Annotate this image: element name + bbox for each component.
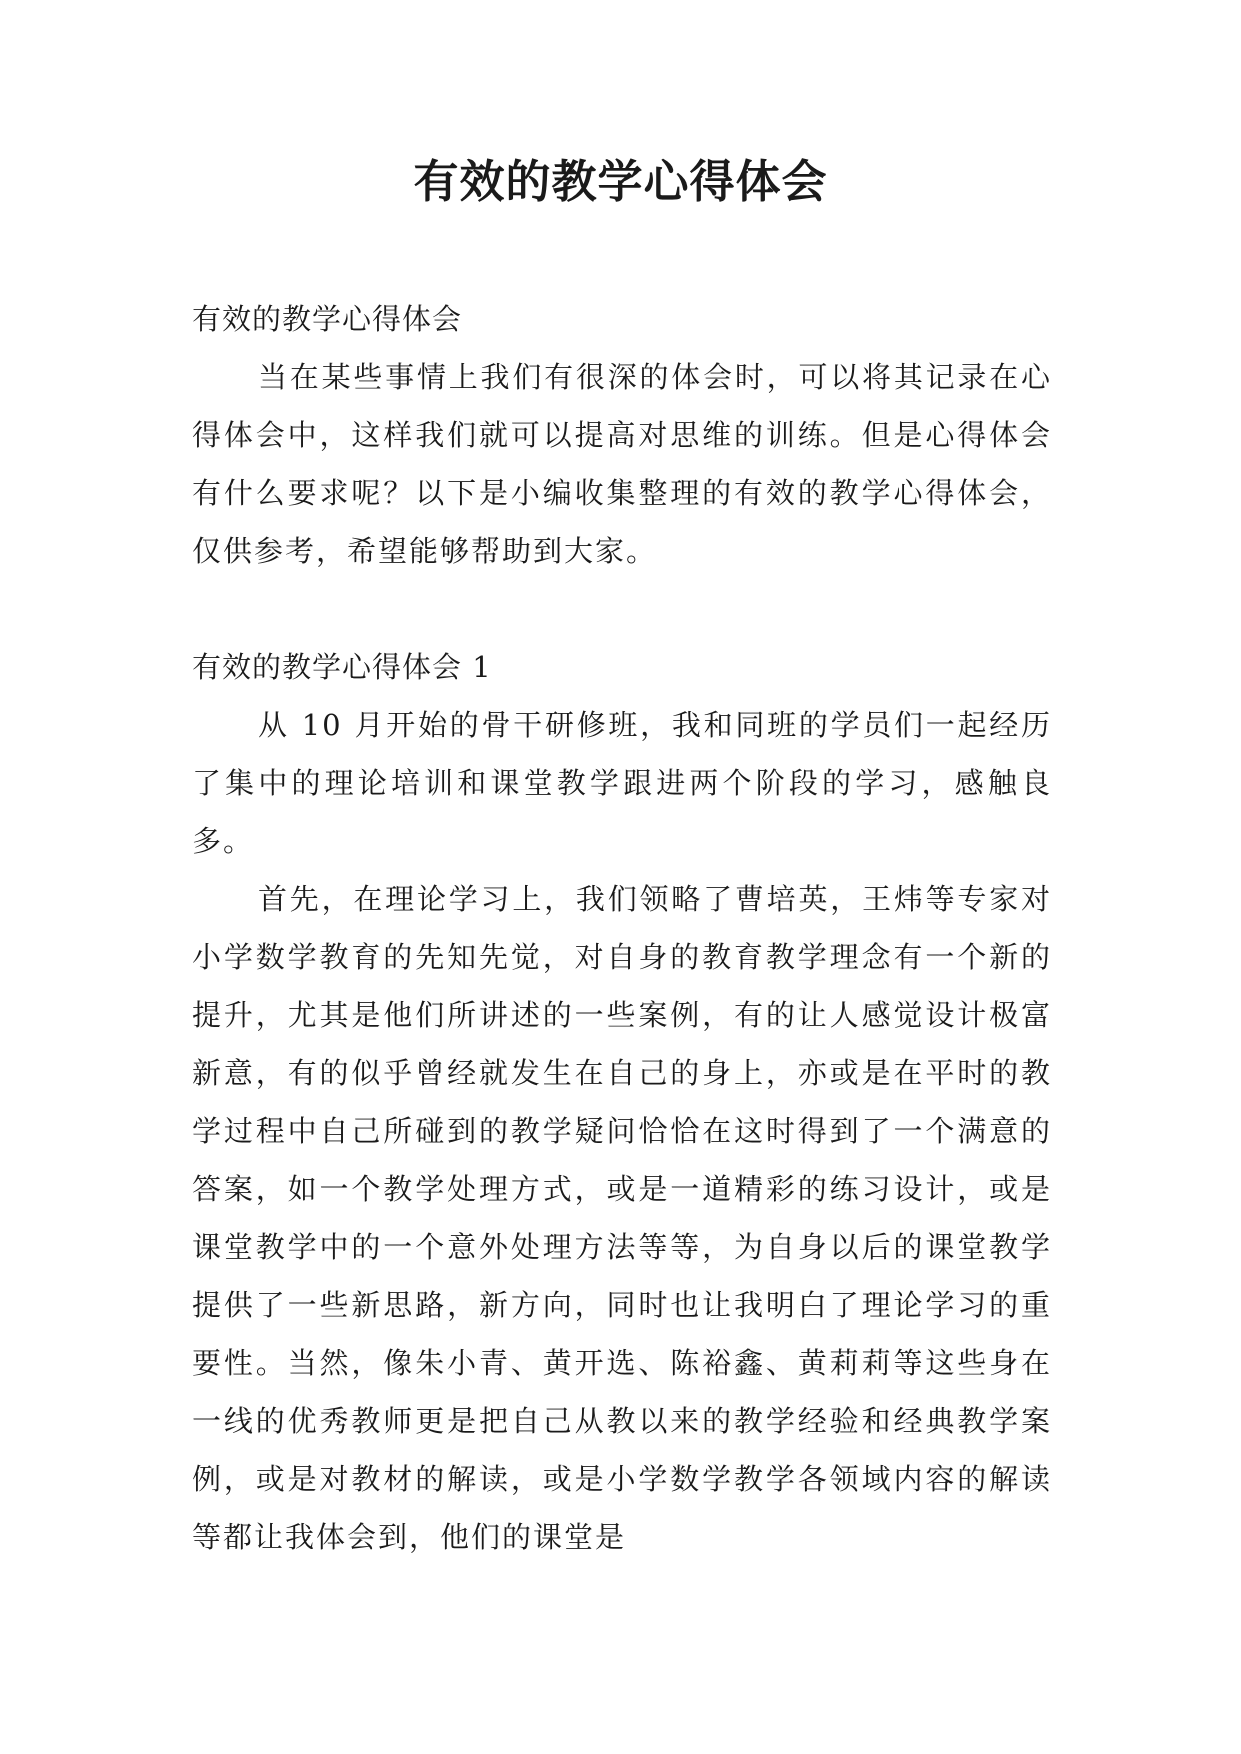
section1-paragraph-2: 首先，在理论学习上，我们领略了曹培英，王炜等专家对小学数学教育的先知先觉，对自身的教育教学理念有一个新的提升，尤其是他们所讲述的一些案例，有的让人感觉设计极富新意，有的似乎曾经就发生在自己的身上，亦或是在平时的教学过程中自己所碰到的教学疑问恰恰在这时得到了一个满意的答案，如一个教学处理方式，或是一道精彩的练习设计，或是课堂教学中的一个意外处理方法等等，为自身以后的课堂教学提供了一些新思路，新方向，同时也让我明白了理论学习的重要性。当然，像朱小青、黄开选、陈裕鑫、黄莉莉等这些身在一线的优秀教师更是把自己从教以来的教学经验和经典教学案例，或是对教材的解读，或是小学数学教学各领域内容的解读等都让我体会到，他们的课堂是: [192, 882, 1052, 1554]
section-spacer: [192, 580, 1052, 638]
section1-paragraph-1: 从 10 月开始的骨干研修班，我和同班的学员们一起经历了集中的理论培训和课堂教学跟进两个阶段的学习，感触良多。: [192, 708, 1052, 858]
intro-heading: 有效的教学心得体会: [192, 302, 463, 336]
document-title: 有效的教学心得体会: [413, 155, 828, 208]
intro-paragraph: 当在某些事情上我们有很深的体会时，可以将其记录在心得体会中，这样我们就可以提高对思维的训练。但是心得体会有什么要求呢？以下是小编收集整理的有效的教学心得体会，仅供参考，希望能够帮助到大家。: [192, 360, 1052, 568]
section1-heading: 有效的教学心得体会 1: [192, 650, 492, 684]
document-body: [192, 290, 1052, 1566]
